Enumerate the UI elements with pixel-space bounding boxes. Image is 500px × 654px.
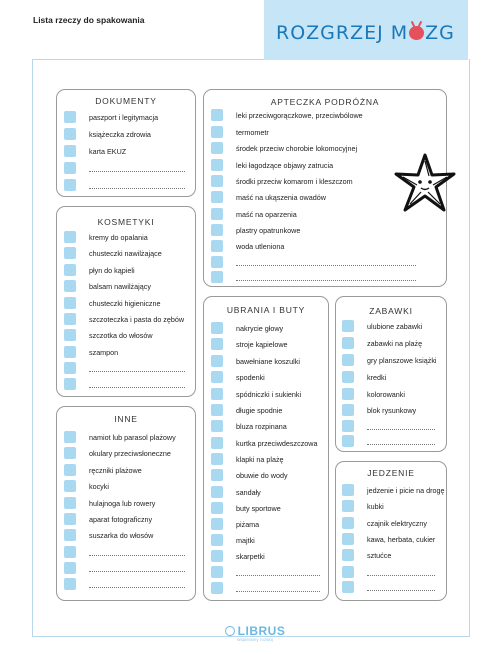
blank-item [64, 361, 185, 375]
item-label: książeczka zdrowia [89, 129, 151, 139]
checkbox[interactable] [211, 566, 223, 578]
item-label: okulary przeciwsłoneczne [89, 448, 171, 458]
list-item [64, 446, 171, 460]
write-in-line[interactable] [89, 571, 185, 572]
list-item [64, 312, 184, 326]
item-label: jedzenie i picie na drogę [367, 485, 445, 495]
checkbox[interactable] [211, 486, 223, 498]
item-label: blok rysunkowy [367, 405, 417, 415]
item-label: balsam nawilżający [89, 281, 151, 291]
checkbox[interactable] [342, 354, 354, 366]
list-item [64, 430, 176, 444]
section-jedzenie [335, 461, 447, 601]
write-in-line[interactable] [89, 371, 185, 372]
checkbox[interactable] [64, 362, 76, 374]
list-item [342, 516, 427, 530]
checkbox[interactable] [211, 404, 223, 416]
checkbox[interactable] [211, 322, 223, 334]
checkbox[interactable] [342, 484, 354, 496]
item-label: środek przeciw chorobie lokomocyjnej [236, 143, 358, 153]
brand-banner [264, 0, 468, 60]
checkbox[interactable] [211, 142, 223, 154]
blank-item [64, 545, 185, 559]
list-item [64, 263, 135, 277]
section-dokumenty [56, 89, 196, 197]
item-label: aparat fotograficzny [89, 514, 153, 524]
item-label: hulajnoga lub rowery [89, 498, 156, 508]
item-label: skarpetki [236, 551, 265, 561]
checkbox[interactable] [211, 355, 223, 367]
checkbox[interactable] [64, 264, 76, 276]
item-label: obuwie do wody [236, 470, 288, 480]
checkbox[interactable] [64, 247, 76, 259]
checkbox[interactable] [211, 271, 223, 283]
list-item [342, 499, 384, 513]
list-item [211, 337, 288, 351]
list-item [64, 512, 152, 526]
list-item [64, 345, 118, 359]
checkbox[interactable] [211, 582, 223, 594]
item-label: namiot lub parasol plażowy [89, 432, 176, 442]
item-label: stroje kąpielowe [236, 339, 288, 349]
list-item [342, 387, 405, 401]
section-title: APTECZKA PODRÓŻNA [270, 97, 380, 107]
list-item [342, 548, 391, 562]
list-item [211, 419, 287, 433]
checkbox[interactable] [211, 371, 223, 383]
checkbox[interactable] [64, 431, 76, 443]
write-in-line[interactable] [236, 265, 416, 266]
item-label: leki łagodzące objawy zatrucia [236, 160, 334, 170]
blank-item [64, 178, 185, 192]
item-label: ręczniki plażowe [89, 465, 142, 475]
list-item [342, 403, 416, 417]
section-ubrania [203, 296, 329, 601]
checkbox[interactable] [211, 126, 223, 138]
blank-item [342, 419, 435, 433]
list-item [64, 144, 126, 158]
list-item [211, 533, 255, 547]
item-label: kawa, herbata, cukier [367, 534, 436, 544]
write-in-line[interactable] [89, 587, 185, 588]
list-item [211, 501, 281, 515]
checkbox[interactable] [64, 329, 76, 341]
write-in-line[interactable] [236, 280, 416, 281]
item-label: płyn do kąpieli [89, 265, 135, 275]
checkbox[interactable] [64, 378, 76, 390]
list-item [211, 239, 284, 253]
item-label: karta EKUZ [89, 146, 127, 156]
librus-logo [210, 624, 300, 638]
checkbox[interactable] [64, 297, 76, 309]
section-title: KOSMETYKI [97, 217, 155, 227]
write-in-line[interactable] [89, 188, 185, 189]
list-item [211, 387, 301, 401]
list-item [64, 528, 153, 542]
list-item [64, 479, 109, 493]
item-label: kocyki [89, 481, 109, 491]
librus-logo-text: LIBRUS [237, 624, 286, 638]
list-item [64, 246, 162, 260]
checkbox[interactable] [211, 502, 223, 514]
list-item [211, 141, 357, 155]
item-label: ulubione zabawki [367, 321, 423, 331]
checkbox[interactable] [64, 145, 76, 157]
item-label: bluza rozpinana [236, 421, 287, 431]
write-in-line[interactable] [89, 387, 185, 388]
checkbox[interactable] [64, 562, 76, 574]
list-item [64, 110, 158, 124]
item-label: maść na ukąszenia owadów [236, 192, 326, 202]
blank-item [64, 561, 185, 575]
section-title: DOKUMENTY [95, 96, 157, 106]
section-inne [56, 406, 196, 601]
item-label: gry planszowe książki [367, 355, 437, 365]
checkbox[interactable] [342, 420, 354, 432]
checkbox[interactable] [64, 464, 76, 476]
checkbox[interactable] [211, 159, 223, 171]
list-item [211, 223, 300, 237]
list-item [211, 468, 288, 482]
list-item [342, 319, 422, 333]
list-item [342, 353, 437, 367]
checkbox[interactable] [211, 109, 223, 121]
checkbox[interactable] [64, 128, 76, 140]
checkbox[interactable] [211, 388, 223, 400]
checkbox[interactable] [342, 533, 354, 545]
checkbox[interactable] [64, 480, 76, 492]
checkbox[interactable] [342, 581, 354, 593]
blank-item [64, 161, 185, 175]
librus-tagline: wspieramy rozwój [237, 637, 273, 642]
item-label: szczotka do włosów [89, 330, 153, 340]
checkbox[interactable] [64, 179, 76, 191]
blank-item [64, 377, 185, 391]
checkbox[interactable] [64, 578, 76, 590]
write-in-line[interactable] [367, 575, 435, 576]
checkbox[interactable] [342, 435, 354, 447]
item-label: plastry opatrunkowe [236, 225, 301, 235]
checkbox[interactable] [342, 549, 354, 561]
write-in-line[interactable] [236, 591, 320, 592]
item-label: maść na oparzenia [236, 209, 297, 219]
list-item [64, 279, 151, 293]
list-item [64, 463, 142, 477]
item-label: paszport i legitymacja [89, 112, 159, 122]
starfish-illustration [392, 152, 458, 218]
item-label: termometr [236, 127, 269, 137]
blank-item [342, 434, 435, 448]
list-item [64, 230, 148, 244]
item-label: kredki [367, 372, 387, 382]
item-label: kremy do opalania [89, 232, 148, 242]
list-item [342, 370, 386, 384]
list-item [211, 125, 269, 139]
list-item [211, 158, 333, 172]
checkbox[interactable] [342, 388, 354, 400]
list-item [211, 321, 283, 335]
item-label: kurtka przeciwdeszczowa [236, 438, 318, 448]
list-item [211, 108, 363, 122]
section-kosmetyki [56, 206, 196, 397]
blank-item [211, 565, 320, 579]
item-label: woda utleniona [236, 241, 285, 251]
item-label: klapki na plażę [236, 454, 284, 464]
brand-text-end: ZG [425, 22, 455, 44]
checkbox[interactable] [64, 497, 76, 509]
list-item [342, 336, 422, 350]
librus-logo-icon [225, 626, 235, 636]
item-label: szampon [89, 347, 119, 357]
list-item [211, 354, 300, 368]
checkbox[interactable] [211, 175, 223, 187]
section-title: JEDZENIE [367, 468, 415, 478]
item-label: bawełniane koszulki [236, 356, 300, 366]
checkbox[interactable] [342, 337, 354, 349]
write-in-line[interactable] [89, 555, 185, 556]
write-in-line[interactable] [367, 429, 435, 430]
checkbox[interactable] [211, 338, 223, 350]
list-item [64, 127, 151, 141]
section-zabawki [335, 296, 447, 452]
list-item [64, 496, 155, 510]
item-label: chusteczki nawilżające [89, 248, 162, 258]
checkbox[interactable] [211, 518, 223, 530]
write-in-line[interactable] [89, 171, 185, 172]
checkbox[interactable] [64, 546, 76, 558]
list-item [211, 517, 259, 531]
item-label: suszarka do włosów [89, 530, 154, 540]
item-label: leki przeciwgorączkowe, przeciwbólowe [236, 110, 363, 120]
checkbox[interactable] [211, 453, 223, 465]
item-label: buty sportowe [236, 503, 281, 513]
list-item [64, 328, 153, 342]
checkbox[interactable] [211, 550, 223, 562]
item-label: nakrycie głowy [236, 323, 284, 333]
checkbox[interactable] [64, 346, 76, 358]
list-item [211, 207, 297, 221]
checkbox[interactable] [211, 256, 223, 268]
checkbox[interactable] [211, 208, 223, 220]
checkbox[interactable] [64, 513, 76, 525]
list-item [211, 485, 261, 499]
checkbox[interactable] [211, 191, 223, 203]
checkbox[interactable] [211, 469, 223, 481]
checkbox[interactable] [342, 404, 354, 416]
section-title: INNE [114, 414, 138, 424]
item-label: sztućce [367, 550, 392, 560]
checkbox[interactable] [342, 500, 354, 512]
item-label: spodenki [236, 372, 265, 382]
checkbox[interactable] [211, 420, 223, 432]
blank-item [342, 565, 435, 579]
checkbox[interactable] [64, 280, 76, 292]
item-label: szczoteczka i pasta do zębów [89, 314, 185, 324]
librus-footer [210, 624, 300, 642]
item-label: środki przeciw komarom i kleszczom [236, 176, 353, 186]
section-title: UBRANIA I BUTY [226, 305, 306, 315]
section-title: ZABAWKI [369, 306, 413, 316]
list-item [211, 452, 284, 466]
checkbox[interactable] [211, 240, 223, 252]
checkbox[interactable] [64, 162, 76, 174]
checkbox[interactable] [211, 224, 223, 236]
list-item [211, 436, 318, 450]
item-label: zabawki na plażę [367, 338, 423, 348]
brain-icon [409, 26, 424, 40]
blank-item [211, 270, 416, 284]
list-item [342, 483, 445, 497]
checkbox[interactable] [342, 566, 354, 578]
item-label: spódniczki i sukienki [236, 389, 302, 399]
checkbox[interactable] [64, 529, 76, 541]
checkbox[interactable] [64, 231, 76, 243]
blank-item [342, 580, 435, 594]
write-in-line[interactable] [367, 590, 435, 591]
list-item [342, 532, 435, 546]
checkbox[interactable] [64, 111, 76, 123]
item-label: długie spodnie [236, 405, 283, 415]
checkbox[interactable] [211, 437, 223, 449]
item-label: czajnik elektryczny [367, 518, 427, 528]
item-label: kubki [367, 501, 384, 511]
page-title: Lista rzeczy do spakowania [33, 15, 145, 25]
blank-item [64, 577, 185, 591]
list-item [211, 174, 353, 188]
brand-text-start: ROZGRZEJ M [276, 22, 409, 44]
list-item [64, 296, 161, 310]
item-label: kolorowanki [367, 389, 405, 399]
item-label: majtki [236, 535, 255, 545]
write-in-line[interactable] [236, 575, 320, 576]
checkbox[interactable] [64, 447, 76, 459]
brand-logo [276, 22, 455, 44]
checkbox[interactable] [342, 517, 354, 529]
checkbox[interactable] [342, 320, 354, 332]
list-item [211, 549, 265, 563]
item-label: sandały [236, 487, 261, 497]
blank-item [211, 255, 416, 269]
checkbox[interactable] [342, 371, 354, 383]
item-label: chusteczki higieniczne [89, 298, 161, 308]
write-in-line[interactable] [367, 444, 435, 445]
blank-item [211, 581, 320, 595]
list-item [211, 370, 265, 384]
checkbox[interactable] [64, 313, 76, 325]
list-item [211, 403, 282, 417]
list-item [211, 190, 326, 204]
item-label: piżama [236, 519, 260, 529]
checkbox[interactable] [211, 534, 223, 546]
